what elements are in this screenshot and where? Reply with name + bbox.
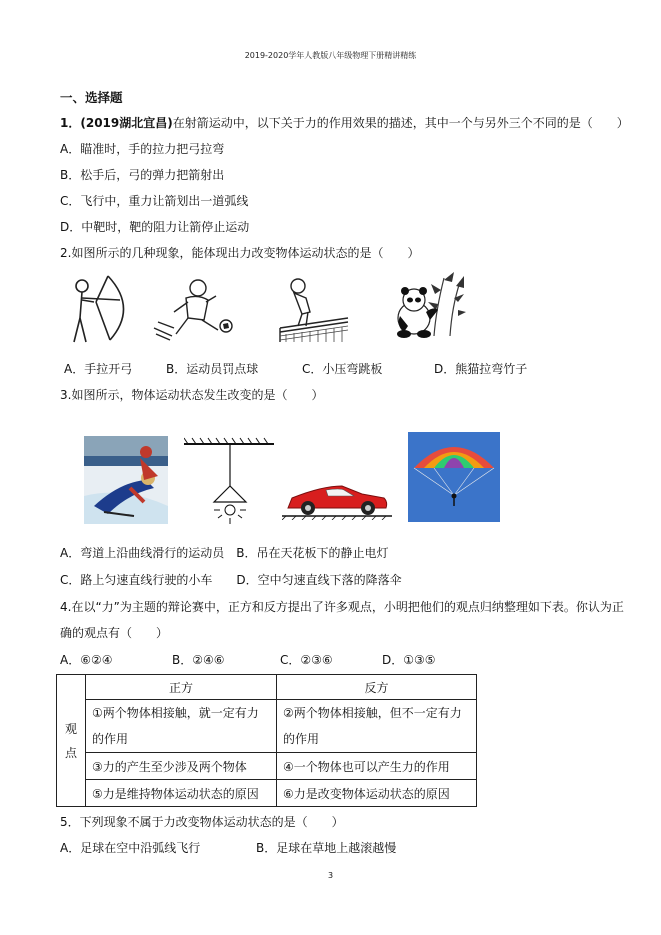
q4-stem-line-2: 确的观点有（ ） [60, 626, 169, 640]
table-row-header: 观点 [57, 675, 86, 807]
archer-drawing [60, 272, 132, 344]
q1-option-a: A．瞄准时，手的拉力把弓拉弯 [60, 142, 225, 156]
q4-option-d: D．①③⑤ [382, 653, 436, 667]
q2-option-a: A．手拉开弓 [64, 362, 133, 376]
table-header-pro: 正方 [86, 675, 277, 700]
q3-options-line-2: C．路上匀速直线行驶的小车 D．空中匀速直线下落的降落伞 [60, 573, 402, 587]
q1-option-d: D．中靶时，靶的阻力让箭停止运动 [60, 220, 250, 234]
q1-source: (2019湖北宜昌) [80, 116, 173, 130]
q2-option-c: C．小压弯跳板 [302, 362, 383, 376]
q3-options-line-1: A．弯道上沿曲线滑行的运动员 B．吊在天花板下的静止电灯 [60, 546, 389, 560]
table-header-con: 反方 [277, 675, 477, 700]
section-title: 一、选择题 [60, 90, 123, 105]
diving-board-drawing [276, 274, 350, 342]
table-cell-pro-2: ③力的产生至少涉及两个物体 [86, 753, 277, 780]
table-cell-con-3: ⑥力是改变物体运动状态的原因 [277, 780, 477, 807]
speed-skater-image [84, 436, 168, 524]
q5-option-a: A．足球在空中沿弧线飞行 [60, 841, 201, 855]
debate-table [56, 674, 477, 807]
q4-option-c: C．②③⑥ [280, 653, 333, 667]
q1-stem: 在射箭运动中，以下关于力的作用效果的描述，其中一个与另外三个不同的是（ ） [172, 116, 629, 130]
table-cell-con-2: ④一个物体也可以产生力的作用 [277, 753, 477, 780]
q3-stem: 3.如图所示，物体运动状态发生改变的是（ ） [60, 388, 324, 402]
table-cell-con-1: ②两个物体相接触，但不一定有力的作用 [277, 700, 477, 753]
q2-stem: 2.如图所示的几种现象，能体现出力改变物体运动状态的是（ ） [60, 246, 420, 260]
q4-option-b: B．②④⑥ [172, 653, 225, 667]
q5-stem: 5．下列现象不属于力改变物体运动状态的是（ ） [60, 815, 344, 829]
question-1 [60, 114, 629, 131]
q2-option-b: B．运动员罚点球 [166, 362, 259, 376]
parachute-image [408, 432, 500, 522]
panda-bamboo-drawing [394, 270, 466, 338]
hanging-lamp-drawing [184, 436, 274, 528]
page-header: 2019-2020学年人教版八年级物理下册精讲精练 [244, 51, 417, 60]
q1-option-c: C．飞行中，重力让箭划出一道弧线 [60, 194, 249, 208]
q1-number: 1． [60, 116, 81, 130]
footballer-drawing [152, 276, 238, 342]
q4-stem-line-1 [60, 598, 624, 615]
page-number: 3 [327, 871, 334, 880]
red-car-drawing [282, 474, 392, 520]
q4-stem-text: 4.在以“力”为主题的辩论赛中，正方和反方提出了许多观点，小明把他们的观点归纳整理如下表。你认为正 [60, 600, 624, 614]
q2-option-d: D．熊猫拉弯竹子 [434, 362, 528, 376]
table-cell-pro-3: ⑤力是维持物体运动状态的原因 [86, 780, 277, 807]
q4-option-a: A．⑥②④ [60, 653, 113, 667]
table-cell-pro-1: ①两个物体相接触，就一定有力的作用 [86, 700, 277, 753]
q5-option-b: B．足球在草地上越滚越慢 [256, 841, 397, 855]
q1-option-b: B．松手后，弓的弹力把箭射出 [60, 168, 225, 182]
